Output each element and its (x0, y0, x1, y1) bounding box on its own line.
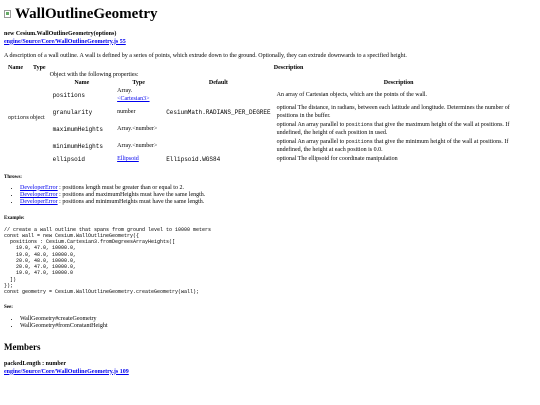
developer-error-link[interactable]: DeveloperError (20, 184, 58, 191)
table-row (50, 155, 524, 165)
inner-header-default: Default (208, 79, 228, 86)
prop-description: optional The distance, in radians, between each latitude and longitude. Determines the number of positions in the buffer. (276, 105, 510, 119)
see-list (4, 316, 536, 330)
prop-default (163, 87, 273, 104)
prop-default (163, 121, 273, 138)
prop-type: Array.<number> (117, 125, 158, 132)
member-source-link[interactable]: engine/Source/Core/WallOutlineGeometry.js 109 (4, 368, 129, 375)
params-table (4, 65, 528, 165)
throws-heading: Throws: (4, 174, 22, 180)
inner-header-description: Description (383, 79, 414, 86)
param-options-type: object (30, 114, 45, 121)
param-options-description (50, 72, 528, 165)
developer-error-link[interactable]: DeveloperError (20, 191, 58, 198)
page-title (4, 5, 536, 23)
prop-type: Array.<number> (117, 142, 158, 149)
see-heading: See: (4, 305, 13, 311)
table-row (50, 87, 524, 104)
example-code-block: // create a wall outline that spans from ground level to 10000 meters const wall = new Cesium.WallOutlineGeometry({ positions : Cesium.Cartesian3.fromDegreesArrayHeights([ 19.0, 47.0, 10000.0, 19.0, 48.0, 10000.0, 20.0, 48.0, 10000.0, 20.0, 47.0, 10000.0, 19.0, 47.0, 10000.0 ]) }); const geometry = Cesium.WallOutlineGeometry.createGeometry(wall); (4, 226, 212, 296)
prop-description: optional An array parallel to positions that give the minimum height of the wall at positions. If undefined, the height at each position is 0.0. (276, 139, 509, 153)
prop-default: CesiumMath.RADIANS_PER_DEGREE (166, 108, 271, 116)
list-item: • DeveloperError : positions and minimumHeights must have the same length. (20, 199, 536, 206)
prop-name: positions (52, 91, 85, 99)
member-signature: packedLength : number (4, 361, 67, 368)
ellipsoid-type-link[interactable]: Ellipsoid (117, 156, 139, 162)
constructor-source-link[interactable]: engine/Source/Core/WallOutlineGeometry.js 55 (4, 38, 126, 45)
options-properties-table (50, 80, 524, 165)
prop-type: Array. <Cartesian3> (117, 88, 150, 102)
constructor-signature: new Cesium.WallOutlineGeometry(options) (4, 31, 117, 37)
prop-type (114, 155, 163, 165)
constructor-section (4, 31, 536, 61)
prop-description: An array of Cartesian objects, which are the points of the wall. (276, 91, 428, 98)
list-item: • DeveloperError : positions and maximumHeights must have the same length. (20, 192, 536, 199)
options-intro: Object with the following properties: (49, 72, 139, 78)
prop-default (163, 138, 273, 155)
members-heading: Members (4, 341, 41, 352)
list-item: • WallGeometry#fromConstantHeight (20, 323, 536, 330)
table-row (50, 138, 524, 155)
broken-image-icon (4, 10, 11, 18)
constructor-description: A description of a wall outline. A wall is defined by a series of points, which extrude down to the ground. Optionally, they can extrude downwards to a specified height. (4, 53, 407, 59)
prop-type: number (117, 108, 136, 115)
prop-name: minimumHeights (52, 142, 103, 150)
param-options-name: options (8, 115, 30, 122)
table-row (50, 121, 524, 138)
cartesian3-type-link[interactable]: <Cartesian3> (117, 95, 150, 102)
prop-description: optional An array parallel to positions that give the maximum height of the wall at positions. If undefined, the height of each position in used. (276, 122, 510, 136)
prop-default: Ellipsoid.WGS84 (166, 156, 221, 163)
page-title-text: WallOutlineGeometry (15, 6, 158, 22)
params-header-description: Description (273, 64, 304, 71)
developer-error-link[interactable]: DeveloperError (20, 199, 58, 206)
throws-list (4, 185, 536, 207)
params-header-name: Name (8, 64, 23, 71)
prop-name: granularity (52, 108, 93, 116)
list-item: • DeveloperError : positions length must be greater than or equal to 2. (20, 185, 536, 192)
prop-name: ellipsoid (52, 156, 85, 163)
inner-header-name: Name (74, 79, 90, 86)
example-heading: Example: (4, 216, 25, 222)
prop-description: optional The ellipsoid for coordinate manipulation (276, 156, 398, 162)
list-item: • WallGeometry#createGeometry (20, 316, 536, 323)
inner-header-type: Type (132, 79, 145, 86)
prop-name: maximumHeights (52, 125, 103, 133)
params-header-type: Type (33, 64, 46, 71)
table-row (50, 104, 524, 121)
